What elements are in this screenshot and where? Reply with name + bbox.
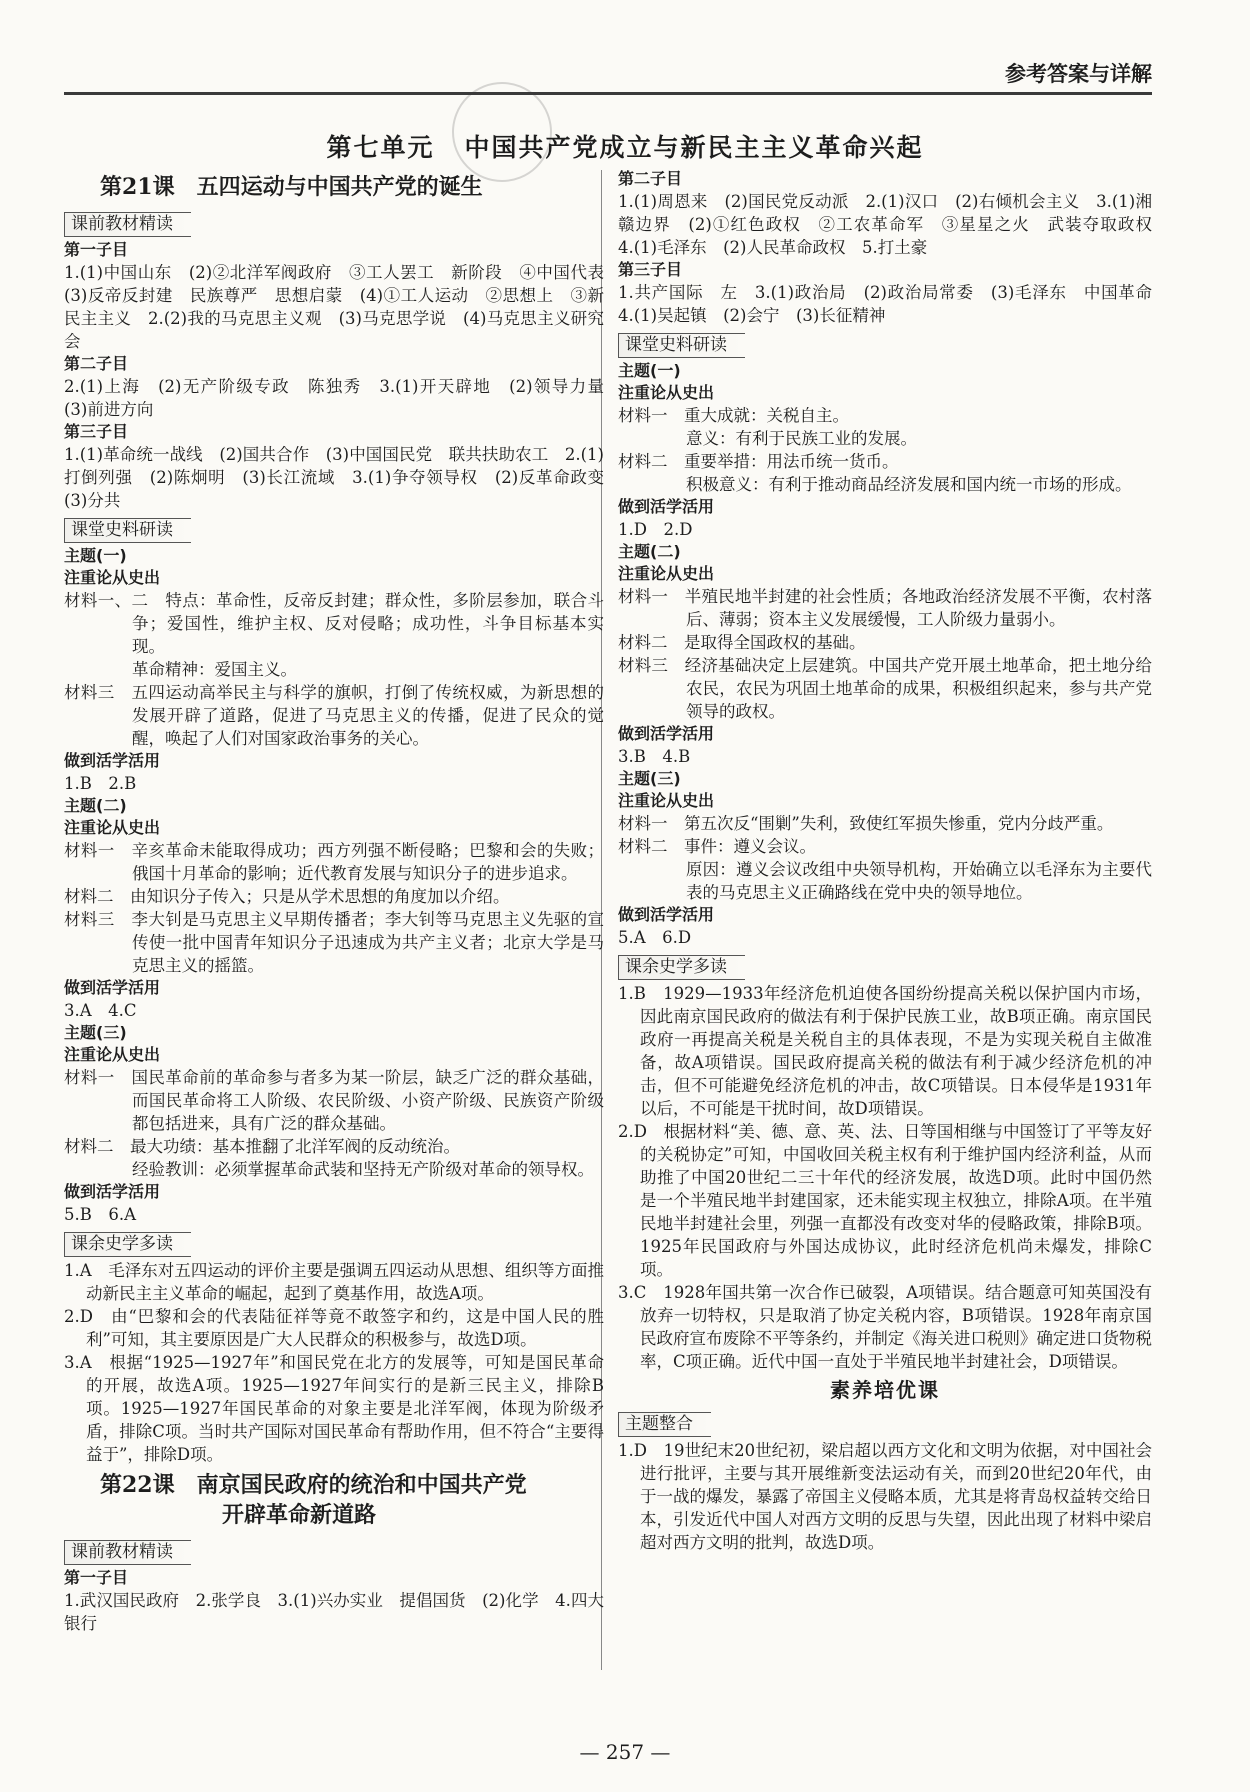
sub-heading: 第一子目 xyxy=(64,1568,129,1587)
topic-heading: 主题(三) xyxy=(64,1023,127,1042)
topic-heading: 主题(一) xyxy=(64,546,127,565)
practice-heading: 做到活学活用 xyxy=(64,751,161,770)
answer-line: 1.D 2.D xyxy=(618,520,693,539)
material-text: 材料三 经济基础决定上层建筑。中国共产党开展土地革命，把土地分给农民，农民为巩固土地革命的成果，积极组织起来，参与共产党领导的政权。 xyxy=(618,656,1152,721)
unit-title xyxy=(0,128,1250,164)
reading-answer: 1.A 毛泽东对五四运动的评价主要是强调五四运动从思想、组织等方面推动新民主主义革命的崛起，起到了奠基作用，故选A项。 xyxy=(64,1261,604,1303)
answer-line: 5.B 6.A xyxy=(64,1205,137,1224)
practice-heading: 做到活学活用 xyxy=(618,724,715,743)
integration-answer: 1.D 19世纪末20世纪初，梁启超以西方文化和文明为依据，对中国社会进行批评，主要与其开展维新变法运动有关，而到20世纪20年代，由于一战的爆发，暴露了帝国主义侵略本质，尤其是将青岛权益转交给日本，引发近代中国人对西方文明的反思与失望，因此出现了材料中梁启超对西方文明的批判，故选D项。 xyxy=(618,1441,1152,1552)
sub-heading: 第三子目 xyxy=(618,260,683,279)
answer-line: 1.(1)中国山东 (2)②北洋军阀政府 ③工人罢工 新阶段 ④中国代表 (3)反帝反封建 民族尊严 思想启蒙 (4)①工人运动 ②思想上 ③新民主主义 2.(2)我的马克思主义观 (3)马克思学说 (4)马克思主义研究会 xyxy=(64,263,621,351)
right-column xyxy=(618,168,1169,1554)
material-text: 经验教训：必须掌握革命武装和坚持无产阶级对革命的领导权。 xyxy=(132,1160,594,1179)
material-text: 材料一 辛亥革命未能取得成功；西方列强不断侵略；巴黎和会的失败；俄国十月革命的影响；近代教育发展与知识分子的进步追求。 xyxy=(64,841,604,883)
material-text: 材料二 重要举措：用法币统一货币。 xyxy=(618,452,899,471)
topic-heading: 主题(二) xyxy=(618,542,681,561)
reading-answer: 1.B 1929—1933年经济危机迫使各国纷纷提高关税以保护国内市场，因此南京国民政府的做法有利于保护民族工业，故B项正确。南京国民政府一再提高关税是关税自主的具体表现，不是为实现关税自主做准备，故A项错误。国民政府提高关税的做法有利于减少经济危机的冲击，但不可能避免经济危机的冲击，故C项错误。日本侵华是1931年以后，不可能是干扰时间，故D项错误。 xyxy=(618,984,1152,1118)
material-text: 意义：有利于民族工业的发展。 xyxy=(686,429,917,448)
material-text: 材料一、二 特点：革命性，反帝反封建；群众性，多阶层参加，联合斗争；爱国性，维护主权、反对侵略；成功性，斗争目标基本实现。 xyxy=(64,591,604,656)
answer-line: 1.共产国际 左 3.(1)政治局 (2)政治局常委 (3)毛泽东 中国革命 4.(1)吴起镇 (2)会宁 (3)长征精神 xyxy=(618,283,1169,325)
focus-heading: 注重论从史出 xyxy=(618,383,715,402)
unit-name: 中国共产党成立与新民主主义革命兴起 xyxy=(464,133,924,162)
left-column xyxy=(64,168,621,1635)
material-text: 材料二 事件：遵义会议。 xyxy=(618,837,816,856)
practice-heading: 做到活学活用 xyxy=(64,978,161,997)
reading-answer: 3.C 1928年国共第一次合作已破裂，A项错误。结合题意可知英国没有放弃一切特权，只是取消了协定关税内容，B项错误。1928年南京国民政府宣布废除不平等条约，并制定《海关进口税则》确定进口货物税率，C项正确。近代中国一直处于半殖民地半封建社会，D项错误。 xyxy=(618,1283,1152,1371)
unit-number: 第七单元 xyxy=(326,133,435,162)
reading-answer: 3.A 根据“1925—1927年”和国民党在北方的发展等，可知是国民革命的开展，故选A项。1925—1927年间实行的是新三民主义，排除B项。1925—1927年国民革命的对象主要是北洋军阀，体现为阶级矛盾，排除C项。当时共产国际对国民革命有帮助作用，但不符合“主要得益于”，排除D项。 xyxy=(64,1353,604,1464)
answer-line: 1.(1)革命统一战线 (2)国共合作 (3)中国国民党 联共扶助农工 2.(1)打倒列强 (2)陈炯明 (3)长江流域 3.(1)争夺领导权 (2)反革命政变 (3)分共 xyxy=(64,445,621,510)
practice-heading: 做到活学活用 xyxy=(618,905,715,924)
section-label: 课余史学多读 xyxy=(64,1232,191,1257)
answer-line: 1.武汉国民政府 2.张学良 3.(1)兴办实业 提倡国货 (2)化学 4.四大银行 xyxy=(64,1591,604,1633)
answer-line: 3.A 4.C xyxy=(64,1001,137,1020)
material-text: 材料一 国民革命前的革命参与者多为某一阶层，缺乏广泛的群众基础，而国民革命将工人阶级、农民阶级、小资产阶级、民族资产阶级都包括进来，具有广泛的群众基础。 xyxy=(64,1068,604,1133)
section-label: 课堂史料研读 xyxy=(64,518,191,543)
sub-heading: 第二子目 xyxy=(618,169,683,188)
answer-line: 1.B 2.B xyxy=(64,774,137,793)
focus-heading: 注重论从史出 xyxy=(64,818,161,837)
material-text: 材料三 李大钊是马克思主义早期传播者；李大钊等马克思主义先驱的宣传使一批中国青年知识分子迅速成为共产主义者；北京大学是马克思主义的摇篮。 xyxy=(64,910,604,975)
focus-heading: 注重论从史出 xyxy=(64,568,161,587)
material-text: 材料三 五四运动高举民主与科学的旗帜，打倒了传统权威，为新思想的发展开辟了道路，促进了马克思主义的传播，促进了民众的觉醒，唤起了人们对国家政治事务的关心。 xyxy=(64,683,604,748)
sub-heading: 第一子目 xyxy=(64,240,129,259)
answer-line: 3.B 4.B xyxy=(618,747,691,766)
material-text: 材料二 最大功绩：基本推翻了北洋军阀的反动统治。 xyxy=(64,1137,460,1156)
section-label: 课前教材精读 xyxy=(64,1540,191,1565)
lesson-22-line1: 第22课 南京国民政府的统治和中国共产党 xyxy=(100,1472,527,1498)
focus-heading: 注重论从史出 xyxy=(618,791,715,810)
quality-lesson-title: 素养培优课 xyxy=(830,1378,940,1402)
topic-heading: 主题(二) xyxy=(64,796,127,815)
sub-heading: 第三子目 xyxy=(64,422,129,441)
reading-answer: 2.D 由“巴黎和会的代表陆征祥等竟不敢签字和约，这是中国人民的胜利”可知，其主要原因是广大人民群众的积极参与，故选D项。 xyxy=(64,1307,604,1349)
material-text: 革命精神：爱国主义。 xyxy=(132,660,297,679)
material-text: 材料一 半殖民地半封建的社会性质；各地政治经济发展不平衡，农村落后、薄弱；资本主义发展缓慢，工人阶级力量弱小。 xyxy=(618,587,1152,629)
header-rule xyxy=(64,92,1152,95)
answer-line: 1.(1)周恩来 (2)国民党反动派 2.(1)汉口 (2)右倾机会主义 3.(1)湘赣边界 (2)①红色政权 ②工农革命军 ③星星之火 武装夺取政权 4.(1)毛泽东 (2)人民革命政权 5.打土豪 xyxy=(618,192,1169,257)
topic-heading: 主题(三) xyxy=(618,769,681,788)
material-text: 材料一 第五次反“围剿”失利，致使红军损失惨重，党内分歧严重。 xyxy=(618,814,1114,833)
material-text: 原因：遵义会议改组中央领导机构，开始确立以毛泽东为主要代表的马克思主义正确路线在党中央的领导地位。 xyxy=(686,860,1152,902)
lesson-21-title: 第21课 五四运动与中国共产党的诞生 xyxy=(100,174,483,200)
material-text: 材料一 重大成就：关税自主。 xyxy=(618,406,849,425)
focus-heading: 注重论从史出 xyxy=(64,1045,161,1064)
material-text: 材料二 由知识分子传入；只是从学术思想的角度加以介绍。 xyxy=(64,887,510,906)
practice-heading: 做到活学活用 xyxy=(618,497,715,516)
lesson-22-line2: 开辟革命新道路 xyxy=(222,1502,377,1528)
answer-line: 2.(1)上海 (2)无产阶级专政 陈独秀 3.(1)开天辟地 (2)领导力量 (3)前进方向 xyxy=(64,377,621,419)
topic-heading: 主题(一) xyxy=(618,361,681,380)
section-label: 课前教材精读 xyxy=(64,212,191,237)
header-title: 参考答案与详解 xyxy=(1005,62,1152,86)
focus-heading: 注重论从史出 xyxy=(618,564,715,583)
material-text: 材料二 是取得全国政权的基础。 xyxy=(618,633,866,652)
section-label: 课余史学多读 xyxy=(618,955,745,980)
section-label: 课堂史料研读 xyxy=(618,333,745,358)
practice-heading: 做到活学活用 xyxy=(64,1182,161,1201)
lesson-22-title xyxy=(100,1470,604,1530)
section-label: 主题整合 xyxy=(618,1412,711,1437)
material-text: 积极意义：有利于推动商品经济发展和国内统一市场的形成。 xyxy=(686,475,1132,494)
page-number: — 257 — xyxy=(579,1740,671,1764)
reading-answer: 2.D 根据材料“美、德、意、英、法、日等国相继与中国签订了平等友好的关税协定”可知，中国收回关税主权有利于维护国内经济利益，从而助推了中国20世纪二三十年代的经济发展，故选D项。此时中国仍然是一个半殖民地半封建国家，还未能实现主权独立，排除A项。在半殖民地半封建社会里，列强一直都没有改变对华的侵略政策，排除B项。1925年民国政府与外国达成协议，此时经济危机尚未爆发，排除C项。 xyxy=(618,1122,1152,1279)
answer-line: 5.A 6.D xyxy=(618,928,692,947)
sub-heading: 第二子目 xyxy=(64,354,129,373)
